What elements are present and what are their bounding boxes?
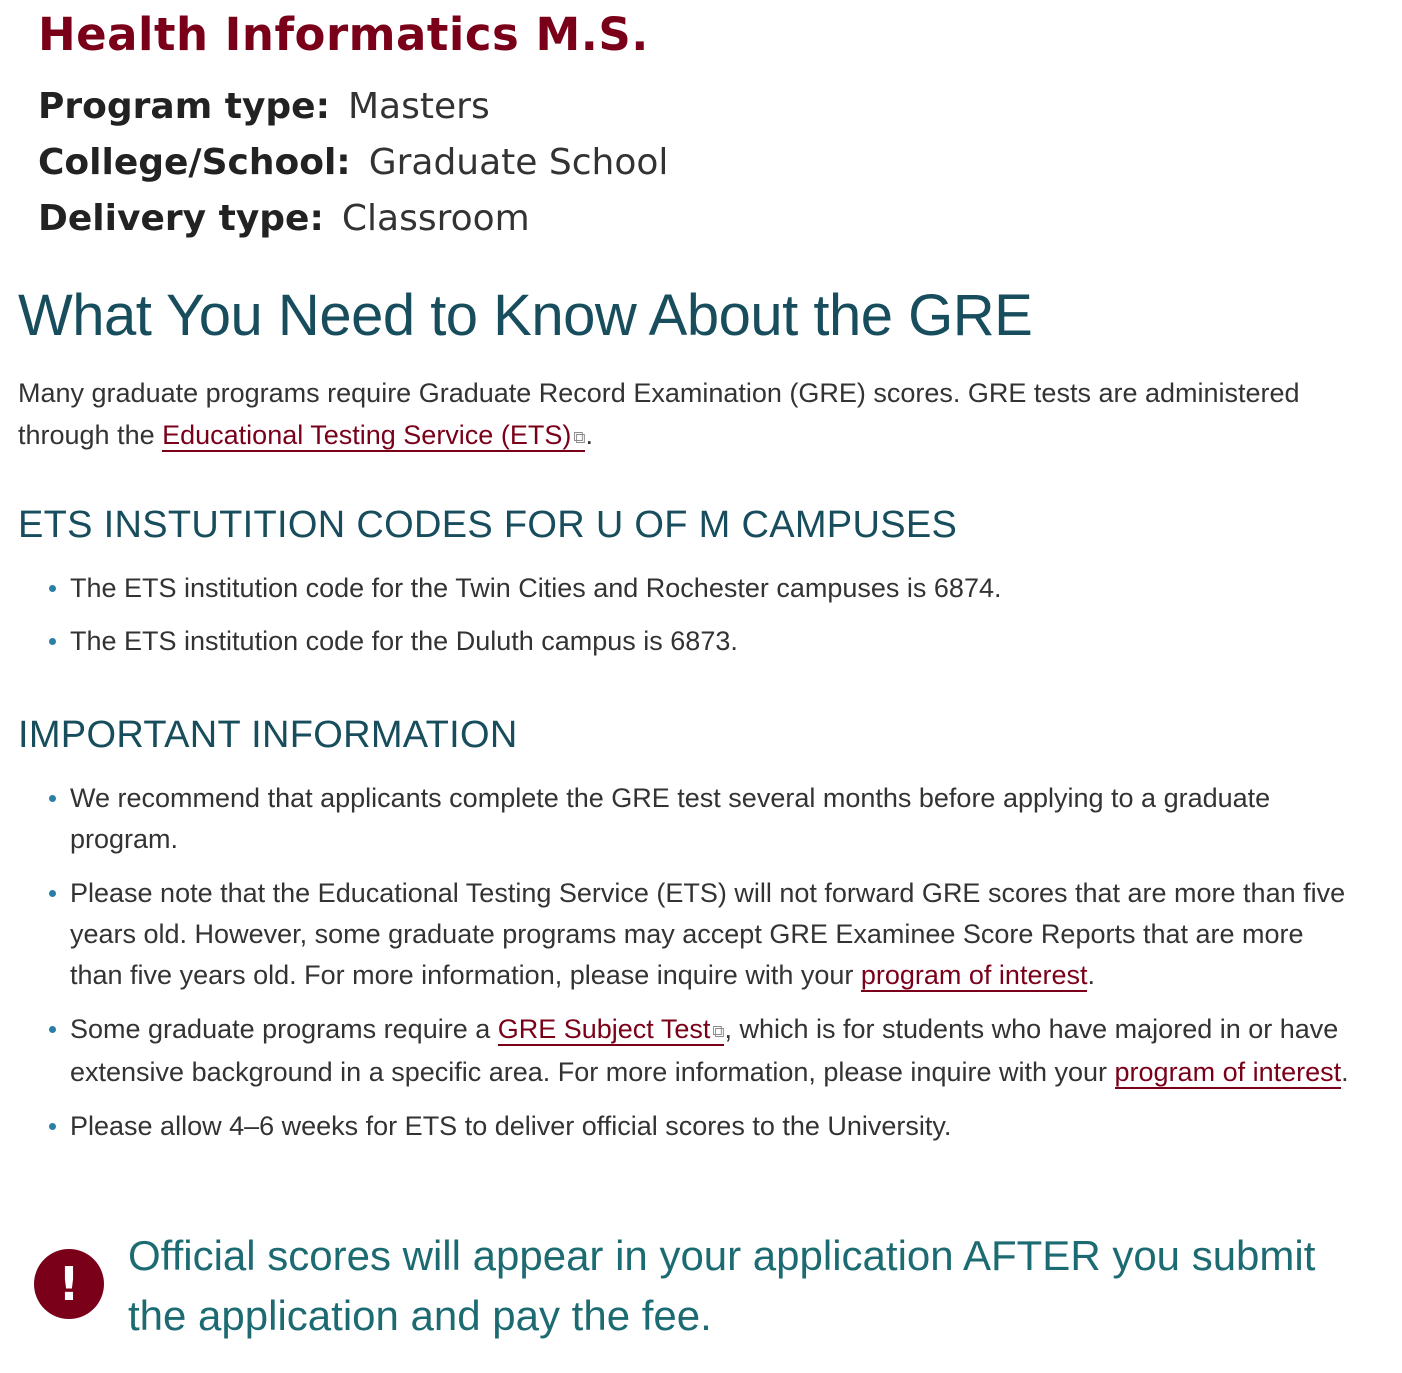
program-title: Health Informatics M.S. xyxy=(38,8,649,61)
delivery-type-row xyxy=(38,198,530,239)
program-type-label: Program type: xyxy=(38,86,330,127)
delivery-type-value: Classroom xyxy=(341,198,530,239)
list-item xyxy=(46,873,1362,996)
list-item-text: We recommend that applicants complete the GRE test several months before applying to a graduate program. xyxy=(70,783,1271,854)
ets-codes-list xyxy=(46,568,1362,674)
gre-subject-test-link[interactable] xyxy=(498,1014,725,1046)
list-item-text: Please allow 4–6 weeks for ETS to deliver official scores to the University. xyxy=(70,1111,952,1141)
list-item-text: Some graduate programs require a xyxy=(70,1014,498,1044)
gre-subject-test-link-text[interactable]: GRE Subject Test xyxy=(497,1014,711,1044)
list-item xyxy=(46,778,1362,860)
list-item-text: Please note that the Educational Testing Service (ETS) will not forward GRE scores that are more than five years old. However, some graduate programs may accept GRE Examinee Score Reports that are more than five years old. For more information, please inquire with your xyxy=(70,878,1346,990)
delivery-type-label: Delivery type: xyxy=(38,198,324,239)
ets-link[interactable] xyxy=(162,420,585,452)
gre-intro-text: Many graduate programs require Graduate Record Examination (GRE) scores. GRE tests are administered through the xyxy=(18,378,1300,450)
alert-message: Official scores will appear in your application AFTER you submit the application and pay the fee. xyxy=(128,1232,1316,1339)
external-link-icon: ⧉ xyxy=(573,428,586,447)
ets-codes-heading: ETS INSTUTITION CODES FOR U OF M CAMPUSES xyxy=(18,504,958,546)
gre-intro-suffix: . xyxy=(585,420,593,450)
program-type-value: Masters xyxy=(348,86,490,127)
gre-heading: What You Need to Know About the GRE xyxy=(18,283,1033,348)
list-item: The ETS institution code for the Twin Cities and Rochester campuses is 6874. xyxy=(46,568,1362,609)
college-school-row xyxy=(38,142,668,183)
list-item-text: , which is for students who have majored in or have extensive background in a specific area. For more information, please inquire with your xyxy=(70,1014,1339,1087)
program-of-interest-link[interactable]: program of interest xyxy=(860,960,1088,990)
important-info-list xyxy=(46,778,1362,1160)
list-item-suffix: . xyxy=(1341,1057,1349,1087)
alert-icon: ! xyxy=(34,1249,104,1319)
important-info-heading: IMPORTANT INFORMATION xyxy=(18,714,518,756)
program-type-row xyxy=(38,86,490,127)
list-item xyxy=(46,1106,1362,1147)
list-item: The ETS institution code for the Duluth campus is 6873. xyxy=(46,621,1362,662)
college-school-value: Graduate School xyxy=(368,142,669,183)
gre-intro xyxy=(18,372,1378,459)
list-item-suffix: . xyxy=(1087,960,1095,990)
college-school-label: College/School: xyxy=(38,142,351,183)
program-of-interest-link[interactable]: program of interest xyxy=(1114,1057,1342,1087)
external-link-icon: ⧉ xyxy=(712,1022,725,1041)
ets-link-text[interactable]: Educational Testing Service (ETS) xyxy=(162,420,572,450)
list-item xyxy=(46,1009,1362,1093)
